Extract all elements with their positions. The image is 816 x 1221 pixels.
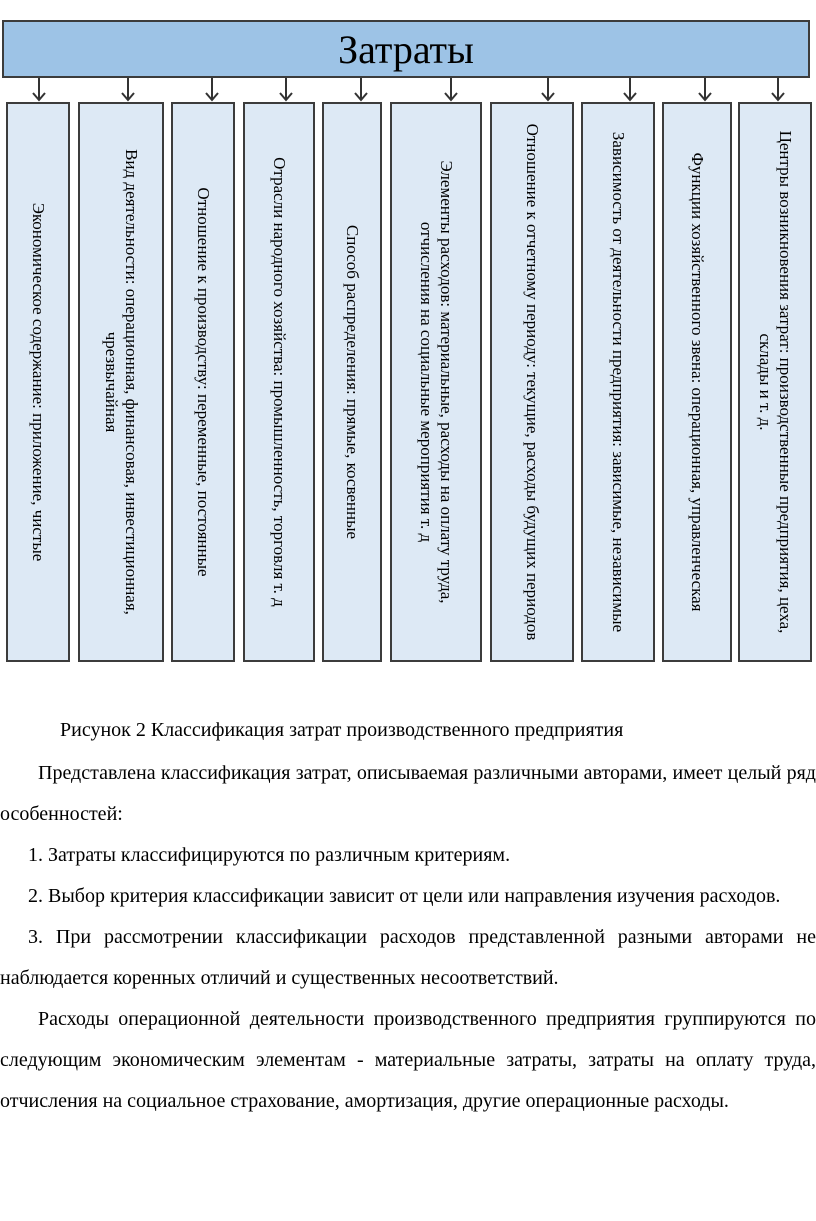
category-label: Вид деятельности: операционная, финансовая, инвестиционная, чрезвычайная (102, 149, 141, 615)
category-box (78, 102, 164, 662)
category-box (390, 102, 482, 662)
category-box (171, 102, 235, 662)
diagram-title: Затраты (338, 26, 474, 72)
arrow-down-icon (279, 78, 293, 102)
category-box (490, 102, 574, 662)
category-box (738, 102, 812, 662)
category-box (662, 102, 732, 662)
arrow-down-icon (32, 78, 46, 102)
arrow-down-icon (205, 78, 219, 102)
category-label: Элементы расходов: материальные, расходы на оплату труда, отчисления на социальные мероприятия т. д (417, 160, 456, 604)
figure-caption: Рисунок 2 Классификация затрат производственного предприятия (60, 719, 624, 741)
arrow-down-icon (623, 78, 637, 102)
list-item: 3. При рассмотрении классификации расходов представленной разными авторами не наблюдается коренных отличий и существенных несоответствий. (0, 926, 816, 989)
category-box (243, 102, 315, 662)
category-label: Способ распределения: прямые, косвенные (343, 224, 362, 540)
category-box (322, 102, 382, 662)
arrow-down-icon (771, 78, 785, 102)
category-label: Отношение к отчетному периоду: текущие, расходы будущих периодов (523, 123, 542, 641)
list-item: 1. Затраты классифицируются по различным критериям. (28, 844, 511, 866)
category-label: Экономическое содержание: приложение, чистые (29, 202, 48, 562)
arrow-down-icon (354, 78, 368, 102)
arrow-down-icon (541, 78, 555, 102)
category-label: Отношение к производству: переменные, постоянные (194, 187, 213, 577)
category-label: Зависимость от деятельности предприятия: зависимые, независимые (609, 131, 628, 633)
paragraph: Расходы операционной деятельности производственного предприятия группируются по следующим экономическим элементам - материальные затраты, затраты на оплату труда, отчисления на социальное страхование, амортизация, другие операционные расходы. (0, 1008, 816, 1112)
arrow-down-icon (698, 78, 712, 102)
arrow-down-icon (121, 78, 135, 102)
category-label: Центры возникновения затрат: производственные предприятия, цеха, склады и т. д. (756, 130, 795, 634)
document-body (0, 710, 816, 1122)
paragraph: Представлена классификация затрат, описываемая различными авторами, имеет целый ряд особенностей: (0, 762, 816, 825)
arrow-down-icon (444, 78, 458, 102)
diagram-title-box (2, 20, 810, 78)
category-label: Функции хозяйственного звена: операционная, управленческая (688, 152, 707, 612)
category-box (581, 102, 655, 662)
category-label: Отрасли народного хозяйства: промышленность, торговля т. д (270, 157, 289, 607)
category-box (6, 102, 70, 662)
list-item: 2. Выбор критерия классификации зависит от цели или направления изучения расходов. (28, 885, 781, 907)
